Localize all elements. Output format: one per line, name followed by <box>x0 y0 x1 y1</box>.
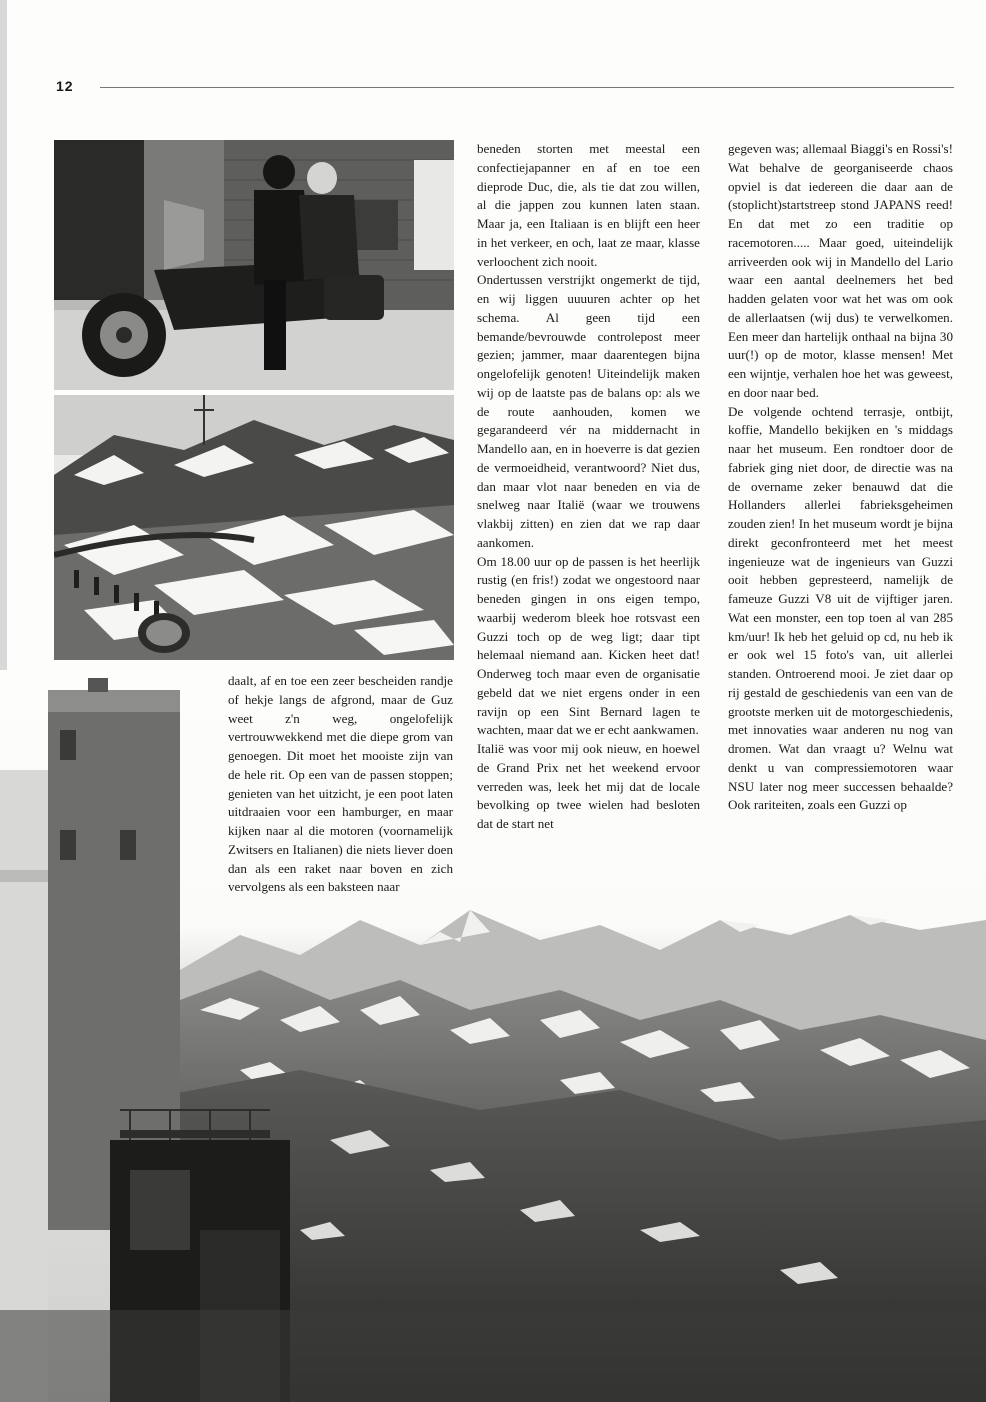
paragraph: gegeven was; allemaal Biaggi's en Rossi's! Wat behalve de georganiseerde chaos opviel is dat iedereen die daar aan de (stoplicht)startstreep stond JAPANS reed! En dat met zo een traditie op racemotoren..... Maar goed, uiteindelijk arriveerden ook wij in Mandello del Lario waar een aantal deelnemers het bed hadden gelaten voor wat het was om ook de allerlaatsen (wij dus) te verwelkomen. Een meer dan hartelijk onthaal na bijna 30 uur(!) op de motor, klasse mensen! Met een wijntje, verhalen hoe het was geweest, en door naar bed. <box>728 141 953 400</box>
paragraph: Ondertussen verstrijkt ongemerkt de tijd, en wij liggen uuuuren achter op het schema. Al geen tijd een bemande/bevrouwde controlepost meer gezien; jammer, maar daarentegen bijna ongelofelijk genoten! Uiteindelijk maken wij op de laatste pas de balans op: als we de route aanhouden, komen we gegarandeerd vér na middernacht in Mandello aan, en in hoeverre is dat gezien de vermoeidheid, verantwoord? Niet dus, dan maar vlot naar beneden en via de snelweg naar Italië (waar we trouwens vlakbij zitten) en zien dat we rap daar aankomen. <box>477 272 700 550</box>
article-column-2 <box>477 140 700 834</box>
paragraph: daalt, af en toe een zeer bescheiden randje of hekje langs de afgrond, maar de Guz weet z'n weg, ongelofelijk vertrouwwekkend met die diepe grom van genoegen. Dit moet het mooiste zijn van de hele rit. Op een van de passen stoppen; genieten van het uitzicht, je een poot laten uitdraaien voor een hamburger, en maar kijken naar al die motoren (voornamelijk Zwitsers en Italianen) die niets liever doen dan als een raket naar boven en zich vervolgens als een baksteen naar <box>228 673 453 895</box>
page-number: 12 <box>56 78 74 94</box>
paragraph: Om 18.00 uur op de passen is het heerlijk rustig (en fris!) zodat we ongestoord naar beneden gingen in ons eigen tempo, waarbij wederom bleek hoe rotsvast een Guzzi toch op de weg ligt; daar tipt helemaal niemand aan. Kicken heet dat! Onderweg toch maar even de organisatie gebeld dat we niet ergens onder in een ravijn op een Sint Bernard lagen te wachten, maar dat we er echt aankwamen. <box>477 553 700 738</box>
article-column-1 <box>228 672 453 897</box>
header-rule <box>100 87 954 88</box>
paragraph: De volgende ochtend terrasje, ontbijt, koffie, Mandello bekijken en 's middags naar het museum. Een rondtoer door de fabriek ging niet door, de directie was na de overname zeker benauwd dat die Hollanders allerlei fabrieksgeheimen zouden zien! In het museum wordt je bijna direkt geconfronteerd met het meest ingenieuze wat de ingenieurs van Guzzi ooit hebben gepresteerd, namelijk de fameuze Guzzi V8 uit de vijftiger jaren. Wat een monster, een top toen al van 285 km/uur! Ik heb het geluid op cd, nu heb ik er ook wel 15 foto's van, uit allerlei standen. Ontroerend mooi. Je ziet daar op rij gestald de geschiedenis van een van de grootste merken uit de motorgeschiedenis, met innovaties waar anderen nu nog van dromen. Wat dan vraagt u? Welnu wat denkt u van compressiemotoren waar NSU later nog meer successen behaalde? Ook rariteiten, zoals een Guzzi op <box>728 403 953 813</box>
paragraph: Italië was voor mij ook nieuw, en hoewel de Grand Prix net het weekend ervoor verreden was, leek het mij dat de locale bevolking op twee wielen had besloten dat de start net <box>477 741 700 831</box>
article-column-3 <box>728 140 953 815</box>
paragraph: beneden storten met meestal een confectiejapanner en af en toe een dieprode Duc, die, als tie dat zou willen, al die jappen zou kunnen laten staan. Maar ja, een Italiaan is en blijft een heer in het verkeer, en och, laat ze maar, klasse verloochent zich nooit. <box>477 141 700 269</box>
alpine-pass-photo <box>54 395 454 660</box>
motorcycle-riders-photo <box>54 140 454 390</box>
